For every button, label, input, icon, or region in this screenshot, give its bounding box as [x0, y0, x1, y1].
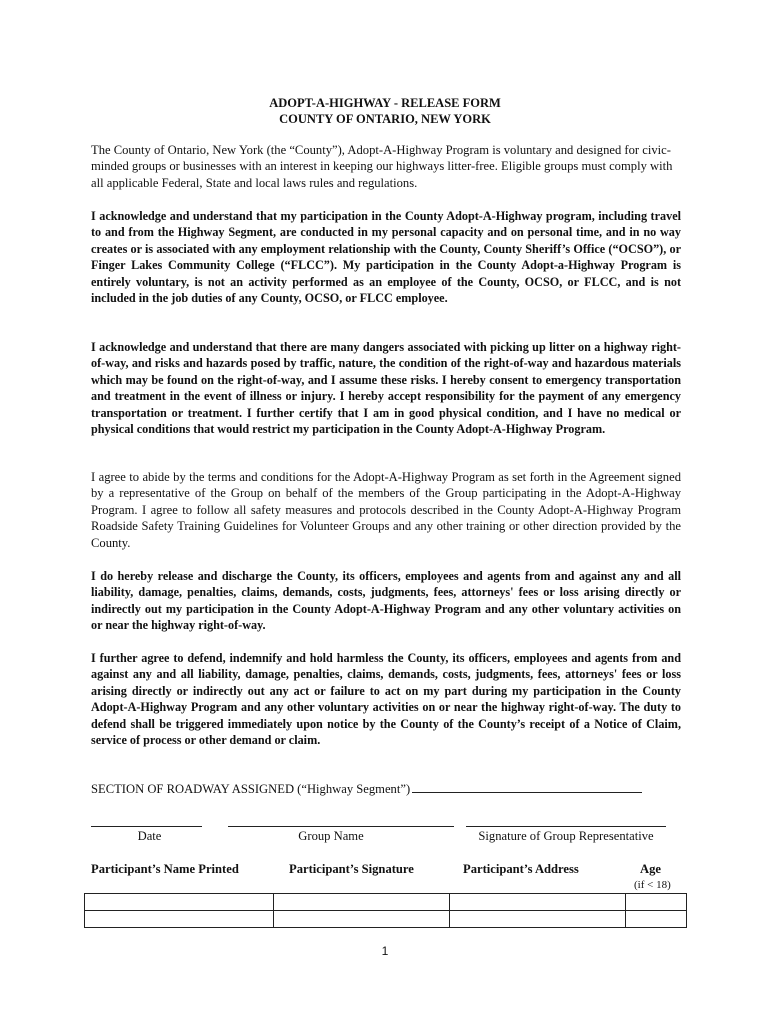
roadway-section-label: SECTION OF ROADWAY ASSIGNED (“Highway Segment”) — [91, 782, 411, 796]
participant-signature-cell[interactable] — [274, 894, 450, 911]
participant-signature-cell[interactable] — [274, 911, 450, 928]
roadway-section-blank[interactable] — [412, 781, 642, 793]
col-header-age: Age — [640, 862, 661, 876]
acknowledge-participation-paragraph: I acknowledge and understand that my participation in the County Adopt-A-Highway program, including travel to and from the Highway Segment, are conducted in my personal capacity and on personal time, and in no way creates or is associated with any employment relationship with the County, County Sheriff’s Office (“OCSO”), or Finger Lakes Community College (“FLCC”). My participation in the County Adopt-a-Highway Program is entirely voluntary, is not an activity performed as an employee of the County, OCSO, or FLCC, and is not included in the job duties of any County, OCSO, or FLCC employee. — [91, 209, 681, 306]
date-line[interactable] — [91, 826, 202, 827]
participant-age-cell[interactable] — [626, 894, 687, 911]
participant-name-cell[interactable] — [85, 911, 274, 928]
participant-table — [84, 893, 687, 928]
table-row — [85, 911, 687, 928]
roadway-section-field — [91, 781, 642, 797]
col-header-signature: Participant’s Signature — [289, 862, 414, 876]
release-paragraph: I do hereby release and discharge the County, its officers, employees and agents from and against any and all liability, damage, penalties, claims, demands, costs, judgments, fees, attorneys' fees or loss arising directly or indirectly out my participation in the County Adopt-A-Highway Program and any other voluntary activities on or near the highway right-of-way. — [91, 569, 681, 633]
table-row — [85, 894, 687, 911]
form-title: ADOPT-A-HIGHWAY - RELEASE FORM — [269, 96, 501, 110]
indemnify-paragraph: I further agree to defend, indemnify and hold harmless the County, its officers, employees and agents from and against any and all liability, damage, penalties, claims, demands, costs, judgments, fees, attorneys' fees or loss arising directly or indirectly out any act or failure to act on my part during my participation in the County Adopt-A-Highway Program and any other voluntary activities on or near the highway right-of-way. The duty to defend shall be triggered immediately upon notice by the County of the County’s receipt of a Notice of Claim, service of process or other demand or claim. — [91, 651, 681, 748]
participant-name-cell[interactable] — [85, 894, 274, 911]
page-number: 1 — [381, 944, 389, 958]
col-header-name: Participant’s Name Printed — [91, 862, 239, 876]
form-subtitle: COUNTY OF ONTARIO, NEW YORK — [279, 112, 491, 126]
age-note: (if < 18) — [634, 879, 671, 891]
participant-address-cell[interactable] — [450, 911, 626, 928]
agree-terms-paragraph: I agree to abide by the terms and conditions for the Adopt-A-Highway Program as set forth in the Agreement signed by a representative of the Group on behalf of the members of the Group participating in the Adopt-A-Highway Program. I agree to follow all safety measures and protocols described in the County Adopt-A-Highway Program Roadside Safety Training Guidelines for Volunteer Groups and any other training or other direction provided by the County. — [91, 470, 681, 550]
intro-paragraph: The County of Ontario, New York (the “County”), Adopt-A-Highway Program is voluntary and designed for civic-minded groups or businesses with an interest in keeping our highways litter-free. Eligible groups must comply with all applicable Federal, State and local laws rules and regulations. — [91, 143, 673, 190]
representative-signature-label: Signature of Group Representative — [478, 829, 654, 843]
group-name-label: Group Name — [298, 829, 364, 843]
participant-age-cell[interactable] — [626, 911, 687, 928]
participant-address-cell[interactable] — [450, 894, 626, 911]
representative-signature-line[interactable] — [466, 826, 666, 827]
acknowledge-dangers-paragraph: I acknowledge and understand that there are many dangers associated with picking up litter on a highway right-of-way, and risks and hazards posed by traffic, nature, the condition of the right-of-way and hazardous materials which may be found on the right-of-way, and I assume these risks. I hereby consent to emergency transportation and treatment in the event of illness or injury. I hereby accept responsibility for the payment of any emergency transportation or treatment. I further certify that I am in good physical condition, and I have no medical or physical conditions that would restrict my participation in the County Adopt-A-Highway Program. — [91, 340, 681, 437]
date-label: Date — [137, 829, 162, 843]
group-name-line[interactable] — [228, 826, 454, 827]
col-header-address: Participant’s Address — [463, 862, 579, 876]
